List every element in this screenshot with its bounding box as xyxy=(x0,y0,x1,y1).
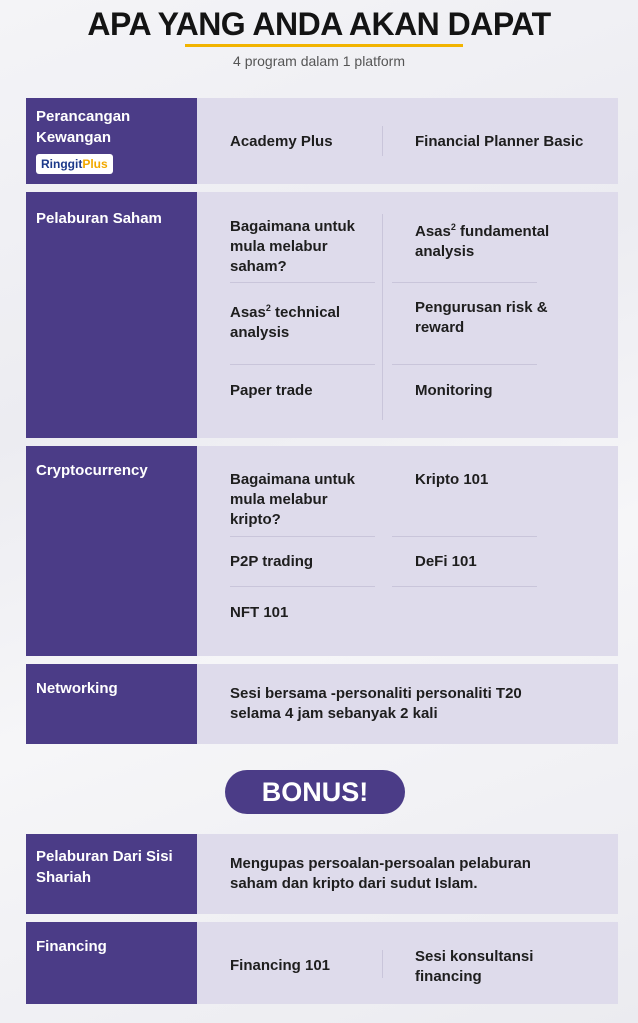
section-financing xyxy=(26,922,618,1004)
page-title: APA YANG ANDA AKAN DAPAT xyxy=(87,6,551,42)
section-label-text: Pelaburan Saham xyxy=(36,210,162,227)
item-financing-101: Financing 101 xyxy=(230,957,331,974)
technical-text: technical analysis xyxy=(230,304,341,341)
item-mula-melabur-saham: Bagaimana untuk mula melabur saham? xyxy=(230,218,356,275)
divider xyxy=(230,536,375,537)
divider xyxy=(382,214,383,420)
section-content xyxy=(197,98,618,184)
asas-sup: 2 xyxy=(265,303,271,313)
section-saham xyxy=(26,192,618,438)
title-underline xyxy=(185,44,463,47)
section-perancangan xyxy=(26,98,618,184)
section-content xyxy=(197,664,618,744)
item-asas-fundamental xyxy=(415,217,585,262)
shariah-text: Mengupas persoalan-persoalan pelaburan saham dan kripto dari sudut Islam. xyxy=(230,855,531,892)
section-label xyxy=(26,98,197,184)
logo-text-b: Plus xyxy=(82,157,108,171)
asas-text: Asas xyxy=(230,304,266,321)
asas-sup: 2 xyxy=(450,222,456,232)
section-label xyxy=(26,922,197,1004)
section-content xyxy=(197,922,618,1004)
page-subtitle: 4 program dalam 1 platform xyxy=(233,53,405,69)
networking-text: Sesi bersama -personaliti personaliti T20 selama 4 jam sebanyak 2 kali xyxy=(230,685,522,722)
section-content xyxy=(197,834,618,914)
item-academy-plus: Academy Plus xyxy=(230,133,333,150)
section-content xyxy=(197,446,618,656)
section-crypto xyxy=(26,446,618,656)
fundamental-text: fundamental analysis xyxy=(415,223,550,260)
divider xyxy=(382,950,383,978)
section-label xyxy=(26,446,197,656)
item-p2p-trading: P2P trading xyxy=(230,553,314,570)
item-monitoring: Monitoring xyxy=(415,382,493,399)
divider xyxy=(230,364,375,365)
section-networking xyxy=(26,664,618,744)
section-label xyxy=(26,192,197,438)
divider xyxy=(392,364,537,365)
section-label xyxy=(26,664,197,744)
item-pengurusan-risk: Pengurusan risk & reward xyxy=(415,299,548,336)
item-kripto-101: Kripto 101 xyxy=(415,471,489,488)
divider xyxy=(230,586,375,587)
item-financial-planner: Financial Planner Basic xyxy=(415,133,584,150)
section-content xyxy=(197,192,618,438)
logo-text-a: Ringgit xyxy=(41,157,83,171)
item-mula-melabur-kripto: Bagaimana untuk mula melabur kripto? xyxy=(230,471,356,528)
section-label xyxy=(26,834,197,914)
item-nft-101: NFT 101 xyxy=(230,604,289,621)
item-paper-trade: Paper trade xyxy=(230,382,313,399)
section-label-text: Perancangan Kewangan xyxy=(36,108,131,146)
divider xyxy=(382,126,383,156)
section-label-text: Financing xyxy=(36,938,107,955)
asas-text: Asas xyxy=(415,223,451,240)
ringgitplus-logo xyxy=(36,154,113,174)
item-sesi-konsultansi: Sesi konsultansi financing xyxy=(415,948,534,985)
item-asas-technical xyxy=(230,298,380,343)
divider xyxy=(392,536,537,537)
section-label-text: Cryptocurrency xyxy=(36,462,148,479)
section-label-text: Pelaburan Dari Sisi Shariah xyxy=(36,848,173,886)
bonus-badge: BONUS! xyxy=(225,770,405,814)
item-defi-101: DeFi 101 xyxy=(415,553,477,570)
divider xyxy=(230,282,375,283)
section-shariah xyxy=(26,834,618,914)
divider xyxy=(392,282,537,283)
section-label-text: Networking xyxy=(36,680,118,697)
divider xyxy=(392,586,537,587)
